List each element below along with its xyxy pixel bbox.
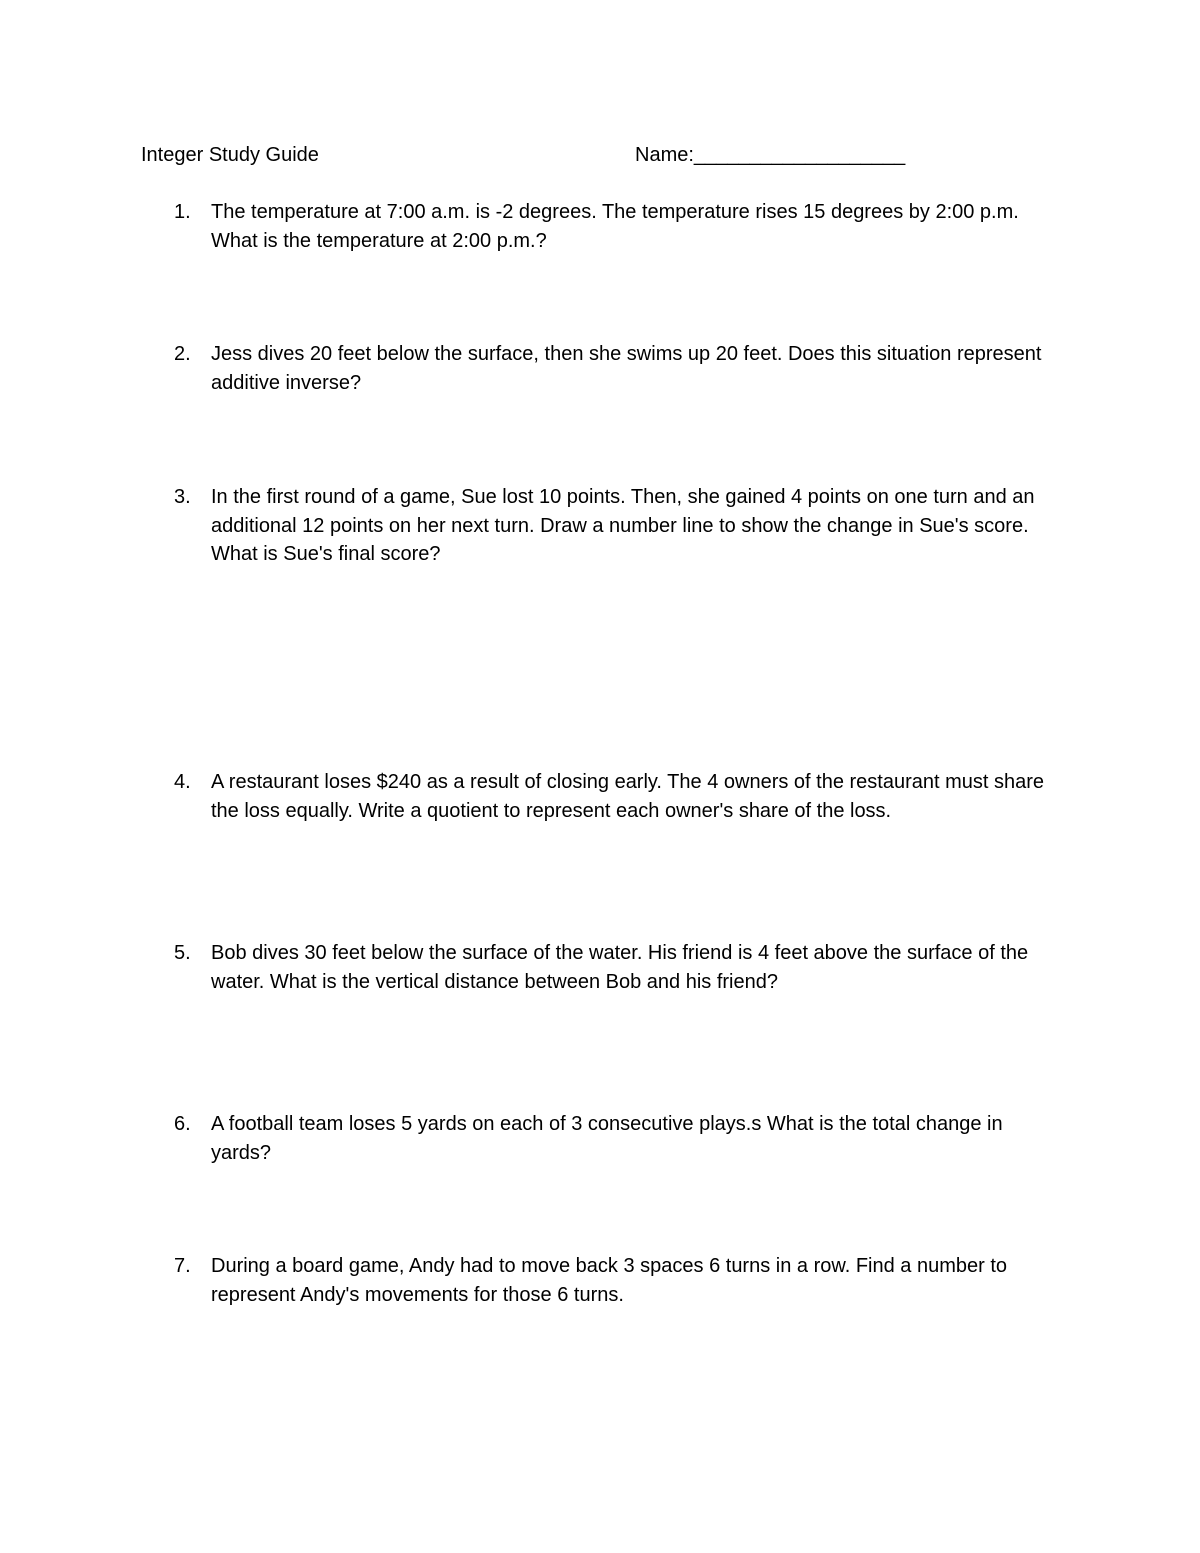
question-text: A restaurant loses $240 as a result of closing early. The 4 owners of the restaurant must share the loss equally. Write a quotient to represent each owner's share of the loss. <box>211 771 1045 822</box>
question-number: 1. <box>174 201 191 223</box>
question-text: A football team loses 5 yards on each of 3 consecutive plays.s What is the total change in yards? <box>211 1113 1003 1164</box>
question-number: 4. <box>174 771 191 793</box>
question-text: The temperature at 7:00 a.m. is -2 degrees. The temperature rises 15 degrees by 2:00 p.m. What is the temperature at 2:00 p.m.? <box>211 201 1019 252</box>
question-number: 7. <box>174 1255 191 1277</box>
question-number: 2. <box>174 343 191 365</box>
name-field-label: Name:___________________ <box>635 144 906 166</box>
question-number: 6. <box>174 1113 191 1135</box>
question-number: 3. <box>174 486 191 508</box>
question-text: Bob dives 30 feet below the surface of the water. His friend is 4 feet above the surface of the water. What is the vertical distance between Bob and his friend? <box>211 942 1029 993</box>
question-text: During a board game, Andy had to move back 3 spaces 6 turns in a row. Find a number to represent Andy's movements for those 6 turns. <box>211 1255 1008 1306</box>
document-title: Integer Study Guide <box>141 144 319 166</box>
worksheet-header <box>141 141 1061 171</box>
question-text: Jess dives 20 feet below the surface, then she swims up 20 feet. Does this situation represent additive inverse? <box>211 343 1042 394</box>
question-number: 5. <box>174 942 191 964</box>
question-text: In the first round of a game, Sue lost 10 points. Then, she gained 4 points on one turn and an additional 12 points on her next turn. Draw a number line to show the change in Sue's score. What is Sue's final score? <box>211 486 1035 565</box>
